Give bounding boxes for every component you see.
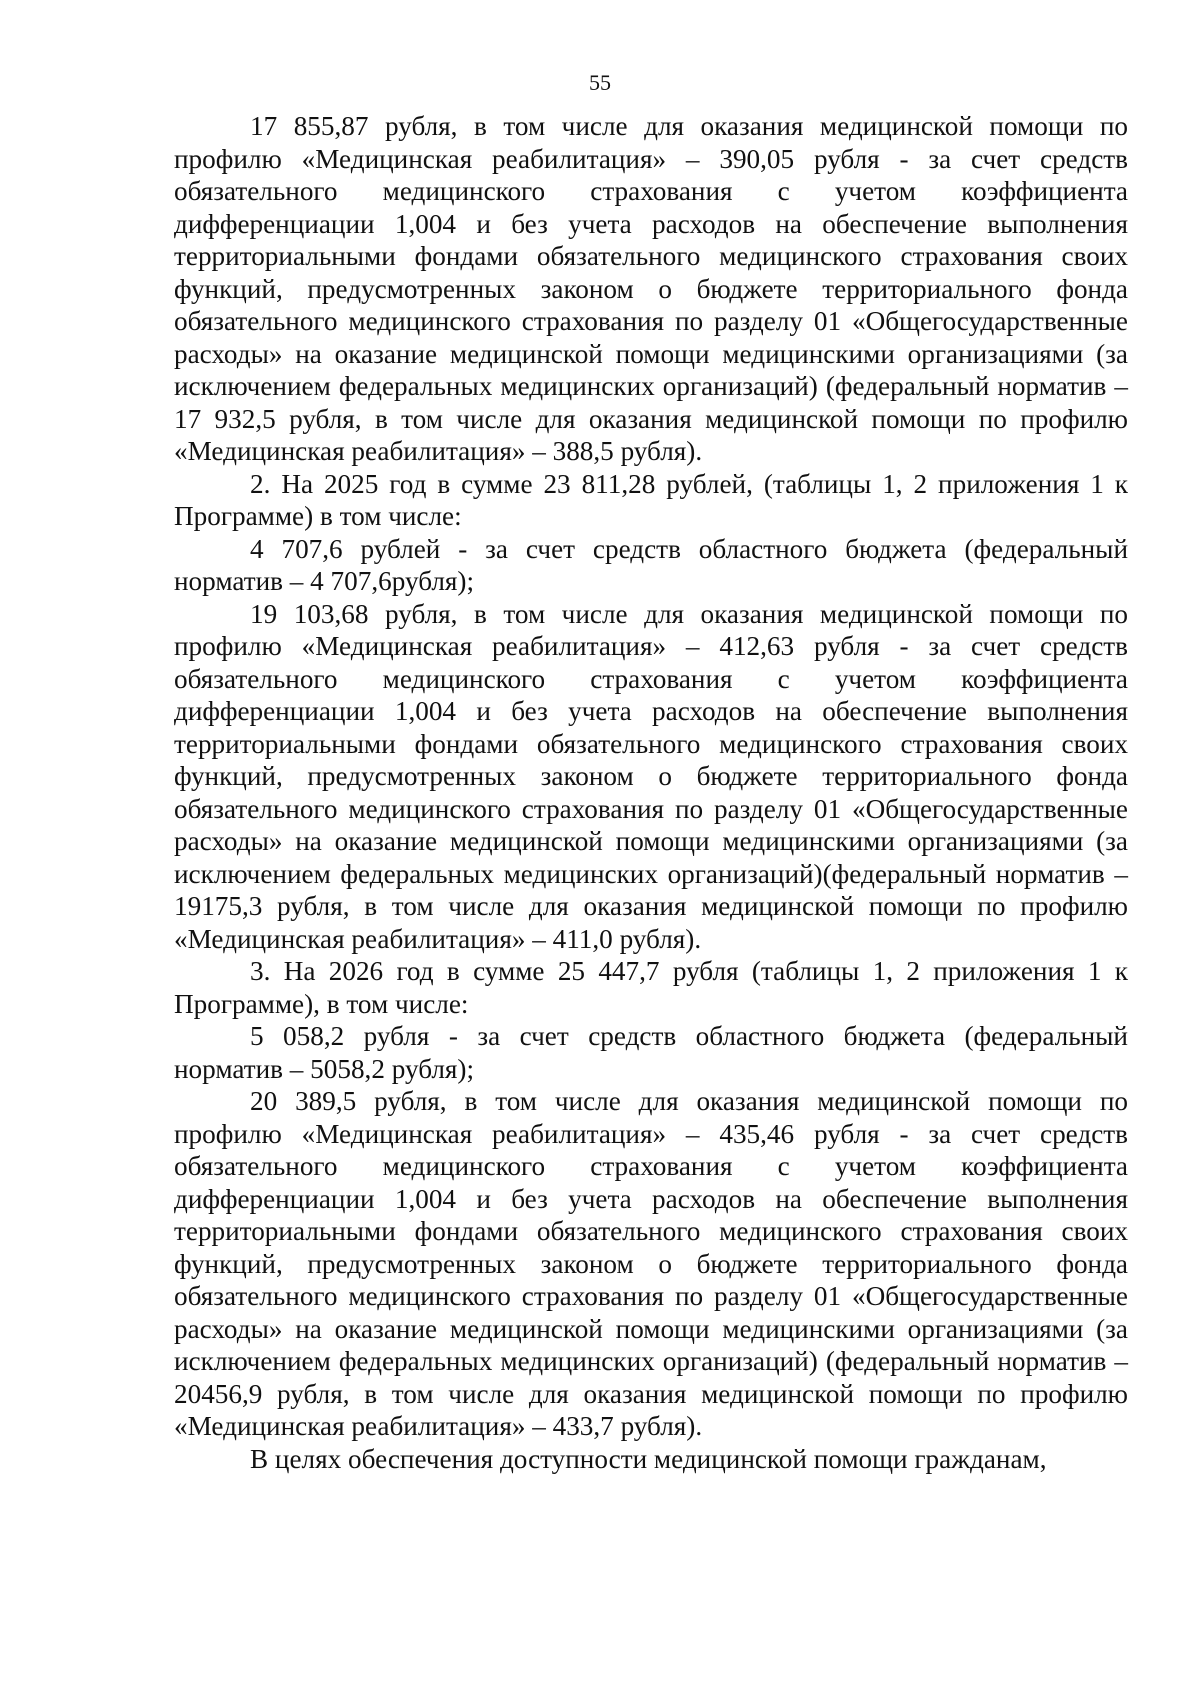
paragraph-2026-oms-amount: 20 389,5 рубля, в том числе для оказания медицинской помощи по профилю «Медицинская реабилитация» – 435,46 рубля - за счет средств обязательного медицинского страхования с учетом коэффициента дифференциации 1,004 и без учета расходов на обеспечение выполнения территориальными фондами обязательного медицинского страхования своих функций, предусмотренных законом о бюджете территориального фонда обязательного медицинского страхования по разделу 01 «Общегосударственные расходы» на оказание медицинской помощи медицинскими организациями (за исключением федеральных медицинских организаций) (федеральный норматив – 20456,9 рубля, в том числе для оказания медицинской помощи по профилю «Медицинская реабилитация» – 433,7 рубля). — [174, 1086, 1128, 1441]
document-body — [174, 110, 1128, 1475]
page-number: 55 — [589, 70, 611, 95]
paragraph-2026-regional-budget: 5 058,2 рубля - за счет средств областного бюджета (федеральный норматив – 5058,2 рубля); — [174, 1021, 1128, 1084]
paragraph-2025-regional-budget: 4 707,6 рублей - за счет средств областного бюджета (федеральный норматив – 4 707,6рубля); — [174, 533, 1128, 596]
paragraph-2025-total: 2. На 2025 год в сумме 23 811,28 рублей, (таблицы 1, 2 приложения 1 к Программе) в том числе: — [174, 468, 1128, 531]
paragraph-2025-oms-amount: 19 103,68 рубля, в том числе для оказания медицинской помощи по профилю «Медицинская реабилитация» – 412,63 рубля - за счет средств обязательного медицинского страхования с учетом коэффициента дифференциации 1,004 и без учета расходов на обеспечение выполнения территориальными фондами обязательного медицинского страхования своих функций, предусмотренных законом о бюджете территориального фонда обязательного медицинского страхования по разделу 01 «Общегосударственные расходы» на оказание медицинской помощи медицинскими организациями (за исключением федеральных медицинских организаций)(федеральный норматив – 19175,3 рубля, в том числе для оказания медицинской помощи по профилю «Медицинская реабилитация» – 411,0 рубля). — [174, 598, 1128, 954]
paragraph-2026-total: 3. На 2026 год в сумме 25 447,7 рубля (таблицы 1, 2 приложения 1 к Программе), в том числе: — [174, 956, 1128, 1019]
paragraph-accessibility-intro: В целях обеспечения доступности медицинской помощи гражданам, — [250, 1443, 1047, 1474]
paragraph-2024-oms-amount: 17 855,87 рубля, в том числе для оказания медицинской помощи по профилю «Медицинская реабилитация» – 390,05 рубля - за счет средств обязательного медицинского страхования с учетом коэффициента дифференциации 1,004 и без учета расходов на обеспечение выполнения территориальными фондами обязательного медицинского страхования своих функций, предусмотренных законом о бюджете территориального фонда обязательного медицинского страхования по разделу 01 «Общегосударственные расходы» на оказание медицинской помощи медицинскими организациями (за исключением федеральных медицинских организаций) (федеральный норматив – 17 932,5 рубля, в том числе для оказания медицинской помощи по профилю «Медицинская реабилитация» – 388,5 рубля). — [174, 111, 1128, 466]
